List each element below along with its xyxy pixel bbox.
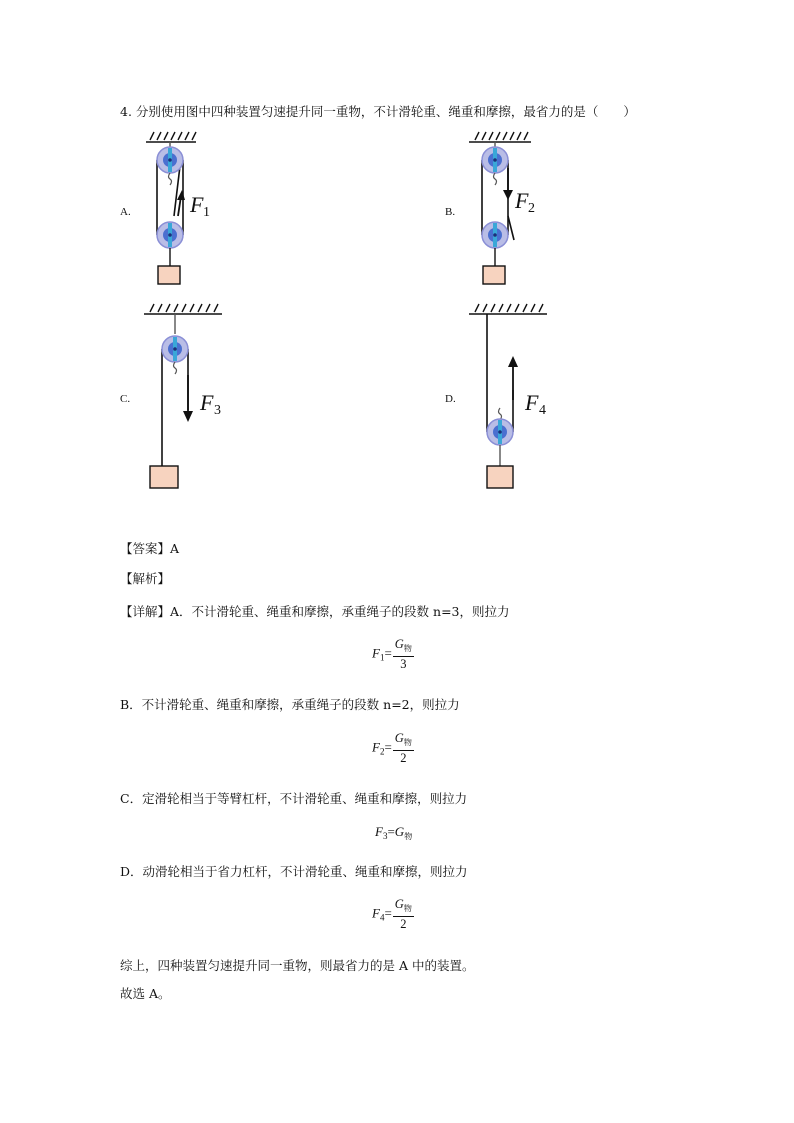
option-b-label: B. (445, 206, 456, 218)
formula-f4-den: 2 (400, 917, 407, 931)
detail-tag: 【详解】 (120, 604, 171, 619)
fixed-pulley (482, 147, 508, 173)
formula-f1-lhs-sub: 1 (379, 652, 385, 663)
force-subscript-1: 1 (203, 205, 210, 220)
formula-f2-fraction (393, 731, 414, 766)
analysis-tag: 【解析】 (120, 571, 171, 586)
formula-f1-num-sub: 物 (403, 644, 412, 653)
question-stem (120, 104, 636, 120)
formula-f1-den: 3 (400, 657, 407, 671)
question-text: 分别使用图中四种装置匀速提升同一重物，不计滑轮重、绳重和摩擦，最省力的是（ ） (135, 104, 636, 119)
formula-f4-fraction (393, 897, 414, 932)
force-subscript-4: 4 (539, 403, 546, 418)
formula-f3-rhs-sub: 物 (404, 832, 413, 841)
fixed-pulley (157, 147, 183, 173)
pulley-diagram-a (140, 128, 240, 290)
force-label-f2: F (515, 188, 529, 213)
formula-f1: $F_1=$ $\frac{G_物}{3}$ (372, 637, 412, 671)
weight-box (150, 466, 178, 488)
force-label-f4: F (525, 390, 539, 415)
formula-f2-lhs-sub: 2 (379, 746, 385, 757)
answer-line (120, 541, 179, 557)
analysis-line-c: C．定滑轮相当于等臂杠杆，不计滑轮重、绳重和摩擦，则拉力 (120, 791, 468, 806)
analysis-line-b: B．不计滑轮重、绳重和摩擦，承重绳子的段数 n=2，则拉力 (120, 697, 460, 712)
force-label-f1: F (190, 192, 204, 217)
formula-f3-lhs-sub: 3 (382, 831, 388, 841)
ceiling-hatch (469, 132, 531, 142)
force-label-f3: F (200, 390, 214, 415)
force-arrow-down (503, 168, 513, 200)
analysis-line-a: A．不计滑轮重、绳重和摩擦，承重绳子的段数 n=3，则拉力 (170, 604, 510, 619)
formula-f4: $F_4=$ $\frac{G_物}{2}$ (372, 897, 412, 931)
answer-value: A (170, 541, 180, 556)
ceiling-hatch (144, 304, 222, 314)
option-c-label: C. (120, 393, 131, 405)
formula-f4-lhs-sub: 4 (379, 912, 385, 923)
analysis-detail-a (120, 604, 510, 620)
formula-f4-num: G (394, 897, 404, 911)
analysis-conclusion: 故选 A。 (120, 986, 171, 1001)
pulley-diagram-d (465, 300, 575, 495)
formula-f2: $F_2=$ $\frac{G_物}{2}$ (372, 731, 412, 765)
weight-box (483, 266, 505, 284)
weight-box (487, 466, 513, 488)
force-arrow-up (177, 190, 185, 216)
option-a-label: A. (120, 206, 131, 218)
analysis-line-d: D．动滑轮相当于省力杠杆，不计滑轮重、绳重和摩擦，则拉力 (120, 864, 468, 879)
answer-tag: 【答案】 (120, 541, 171, 556)
movable-pulley (157, 222, 183, 248)
ceiling-hatch (469, 304, 547, 314)
force-subscript-3: 3 (214, 403, 221, 418)
ceiling-hatch (146, 132, 196, 142)
movable-pulley (487, 419, 513, 445)
weight-box (158, 266, 180, 284)
formula-f1-fraction (393, 637, 414, 672)
fixed-pulley (162, 336, 188, 362)
formula-f1-num: G (394, 637, 404, 651)
formula-f2-num: G (394, 731, 404, 745)
formula-f3-rhs: G (394, 824, 405, 839)
formula-f3-lhs: F (375, 824, 383, 839)
movable-pulley (482, 222, 508, 248)
pulley-diagram-b (465, 128, 565, 290)
pulley-diagram-c (140, 300, 250, 495)
formula-f4-num-sub: 物 (403, 904, 412, 913)
question-number: 4. (120, 104, 132, 119)
option-d-label: D. (445, 393, 456, 405)
force-arrow-down (183, 375, 193, 422)
force-arrow-up (508, 356, 518, 400)
formula-f3: $F_3=G_物$ (375, 824, 413, 841)
formula-f2-den: 2 (400, 751, 407, 765)
analysis-summary: 综上，四种装置匀速提升同一重物，则最省力的是 A 中的装置。 (120, 958, 475, 973)
ropes (162, 349, 188, 466)
formula-f4-lhs: F (372, 905, 380, 921)
formula-f1-lhs: F (372, 645, 380, 661)
formula-f2-lhs: F (372, 739, 380, 755)
formula-f2-num-sub: 物 (403, 738, 412, 747)
force-subscript-2: 2 (528, 201, 535, 216)
